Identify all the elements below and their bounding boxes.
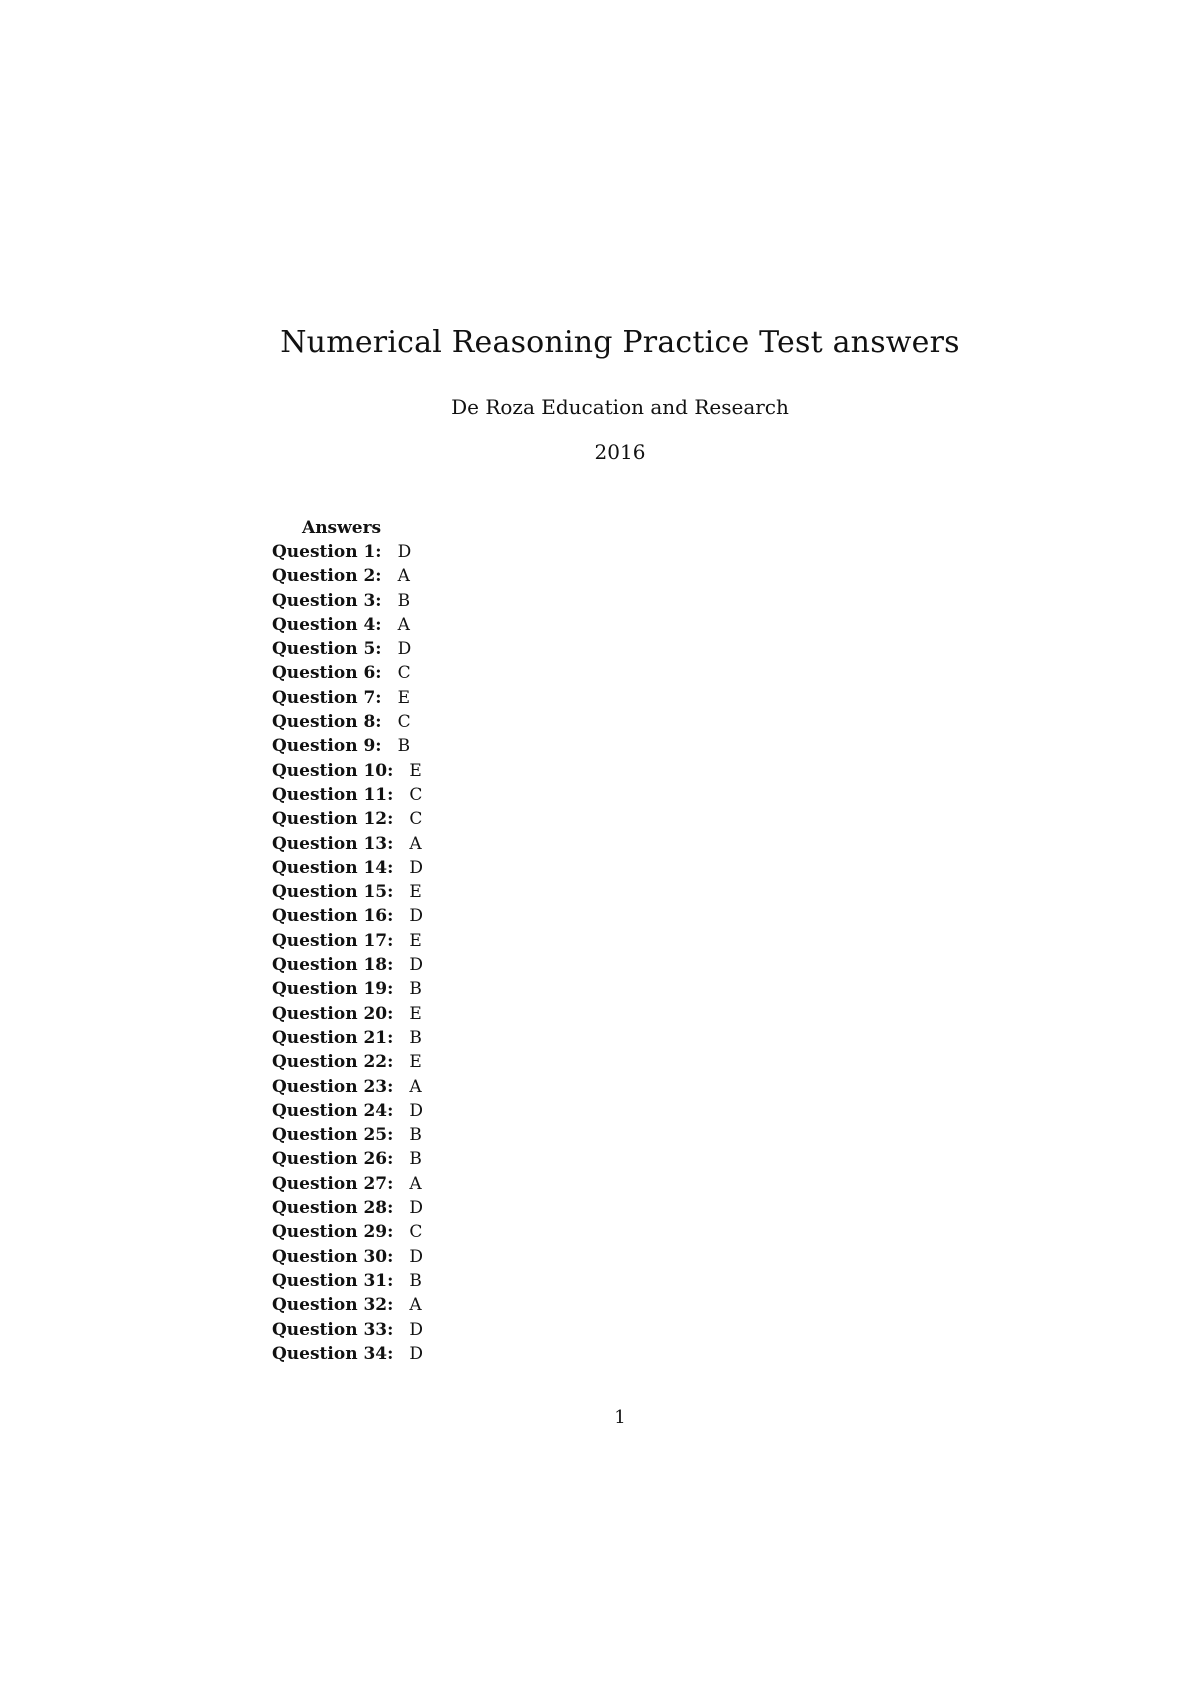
question-label: Question 13: xyxy=(272,833,394,854)
answer-row xyxy=(272,613,423,637)
question-label: Question 32: xyxy=(272,1295,394,1316)
answer-row xyxy=(272,734,423,758)
question-label: Question 8: xyxy=(272,712,382,733)
question-label: Question 18: xyxy=(272,955,394,976)
question-answer: E xyxy=(409,1003,422,1024)
question-answer: A xyxy=(409,1173,422,1194)
answer-row xyxy=(272,1050,423,1074)
question-answer: A xyxy=(397,614,410,635)
answer-row xyxy=(272,856,423,880)
question-answer: B xyxy=(409,979,422,1000)
document-author: De Roza Education and Research xyxy=(451,395,789,419)
answer-row xyxy=(272,1269,423,1293)
question-answer: C xyxy=(397,712,411,733)
question-answer: D xyxy=(409,1343,424,1364)
answer-row xyxy=(272,832,423,856)
question-label: Question 22: xyxy=(272,1052,394,1073)
question-answer: D xyxy=(409,906,424,927)
document-title: Numerical Reasoning Practice Test answers xyxy=(280,325,960,360)
question-label: Question 21: xyxy=(272,1027,394,1048)
question-label: Question 19: xyxy=(272,979,394,1000)
answer-row xyxy=(272,929,423,953)
answer-row xyxy=(272,540,423,564)
question-answer: D xyxy=(409,1246,424,1267)
question-answer: D xyxy=(409,857,424,878)
answer-row xyxy=(272,807,423,831)
question-answer: B xyxy=(409,1027,422,1048)
question-label: Question 10: xyxy=(272,760,394,781)
answer-row xyxy=(272,1123,423,1147)
question-answer: D xyxy=(409,955,424,976)
question-answer: D xyxy=(397,542,412,562)
question-label: Question 23: xyxy=(272,1076,394,1097)
question-answer: E xyxy=(409,882,422,903)
answer-row xyxy=(272,1099,423,1123)
answers-list xyxy=(272,540,423,1366)
question-label: Question 31: xyxy=(272,1270,394,1291)
question-answer: B xyxy=(409,1149,422,1170)
answer-row xyxy=(272,1318,423,1342)
answer-row xyxy=(272,661,423,685)
question-label: Question 12: xyxy=(272,809,394,830)
answer-row xyxy=(272,564,423,588)
question-label: Question 1: xyxy=(272,542,382,562)
question-label: Question 5: xyxy=(272,639,382,660)
question-answer: C xyxy=(409,809,423,830)
question-answer: D xyxy=(409,1198,424,1219)
question-label: Question 16: xyxy=(272,906,394,927)
question-label: Question 14: xyxy=(272,857,394,878)
question-answer: B xyxy=(409,1270,422,1291)
answer-row xyxy=(272,1002,423,1026)
question-label: Question 34: xyxy=(272,1343,394,1364)
question-label: Question 4: xyxy=(272,614,382,635)
answers-header: Answers xyxy=(302,518,382,538)
question-answer: E xyxy=(409,930,422,951)
question-answer: A xyxy=(409,1076,422,1097)
question-answer: E xyxy=(409,760,422,781)
question-label: Question 3: xyxy=(272,590,382,611)
question-label: Question 11: xyxy=(272,784,394,805)
answer-row xyxy=(272,589,423,613)
answer-row xyxy=(272,1245,423,1269)
question-label: Question 33: xyxy=(272,1319,394,1340)
question-answer: C xyxy=(397,663,411,684)
question-label: Question 2: xyxy=(272,566,382,587)
question-answer: D xyxy=(409,1319,424,1340)
question-answer: D xyxy=(397,639,412,660)
question-label: Question 7: xyxy=(272,687,382,708)
answer-row xyxy=(272,1196,423,1220)
question-answer: B xyxy=(409,1125,422,1146)
question-label: Question 25: xyxy=(272,1125,394,1146)
question-label: Question 20: xyxy=(272,1003,394,1024)
question-answer: A xyxy=(409,833,422,854)
question-label: Question 24: xyxy=(272,1100,394,1121)
answer-row xyxy=(272,637,423,661)
question-label: Question 30: xyxy=(272,1246,394,1267)
answer-row xyxy=(272,1293,423,1317)
question-answer: A xyxy=(397,566,410,587)
answer-row xyxy=(272,759,423,783)
answer-row xyxy=(272,686,423,710)
question-label: Question 15: xyxy=(272,882,394,903)
question-label: Question 29: xyxy=(272,1222,394,1243)
answer-row xyxy=(272,904,423,928)
question-label: Question 26: xyxy=(272,1149,394,1170)
question-answer: A xyxy=(409,1295,422,1316)
answer-row xyxy=(272,880,423,904)
answer-row xyxy=(272,783,423,807)
answer-row xyxy=(272,710,423,734)
answer-row xyxy=(272,1147,423,1171)
answer-row xyxy=(272,1026,423,1050)
page-number: 1 xyxy=(614,1407,626,1428)
question-label: Question 27: xyxy=(272,1173,394,1194)
question-label: Question 9: xyxy=(272,736,382,757)
question-answer: E xyxy=(397,687,411,708)
answer-row xyxy=(272,953,423,977)
answer-row xyxy=(272,1172,423,1196)
answer-row xyxy=(272,1342,423,1366)
question-answer: C xyxy=(409,784,423,805)
document-date: 2016 xyxy=(594,440,646,464)
question-answer: B xyxy=(397,590,411,611)
answer-row xyxy=(272,1220,423,1244)
answer-row xyxy=(272,977,423,1001)
question-answer: E xyxy=(409,1052,422,1073)
question-label: Question 6: xyxy=(272,663,382,684)
question-answer: B xyxy=(397,736,411,757)
question-answer: C xyxy=(409,1222,423,1243)
question-label: Question 28: xyxy=(272,1198,394,1219)
answer-row xyxy=(272,1075,423,1099)
question-answer: D xyxy=(409,1100,424,1121)
question-label: Question 17: xyxy=(272,930,394,951)
